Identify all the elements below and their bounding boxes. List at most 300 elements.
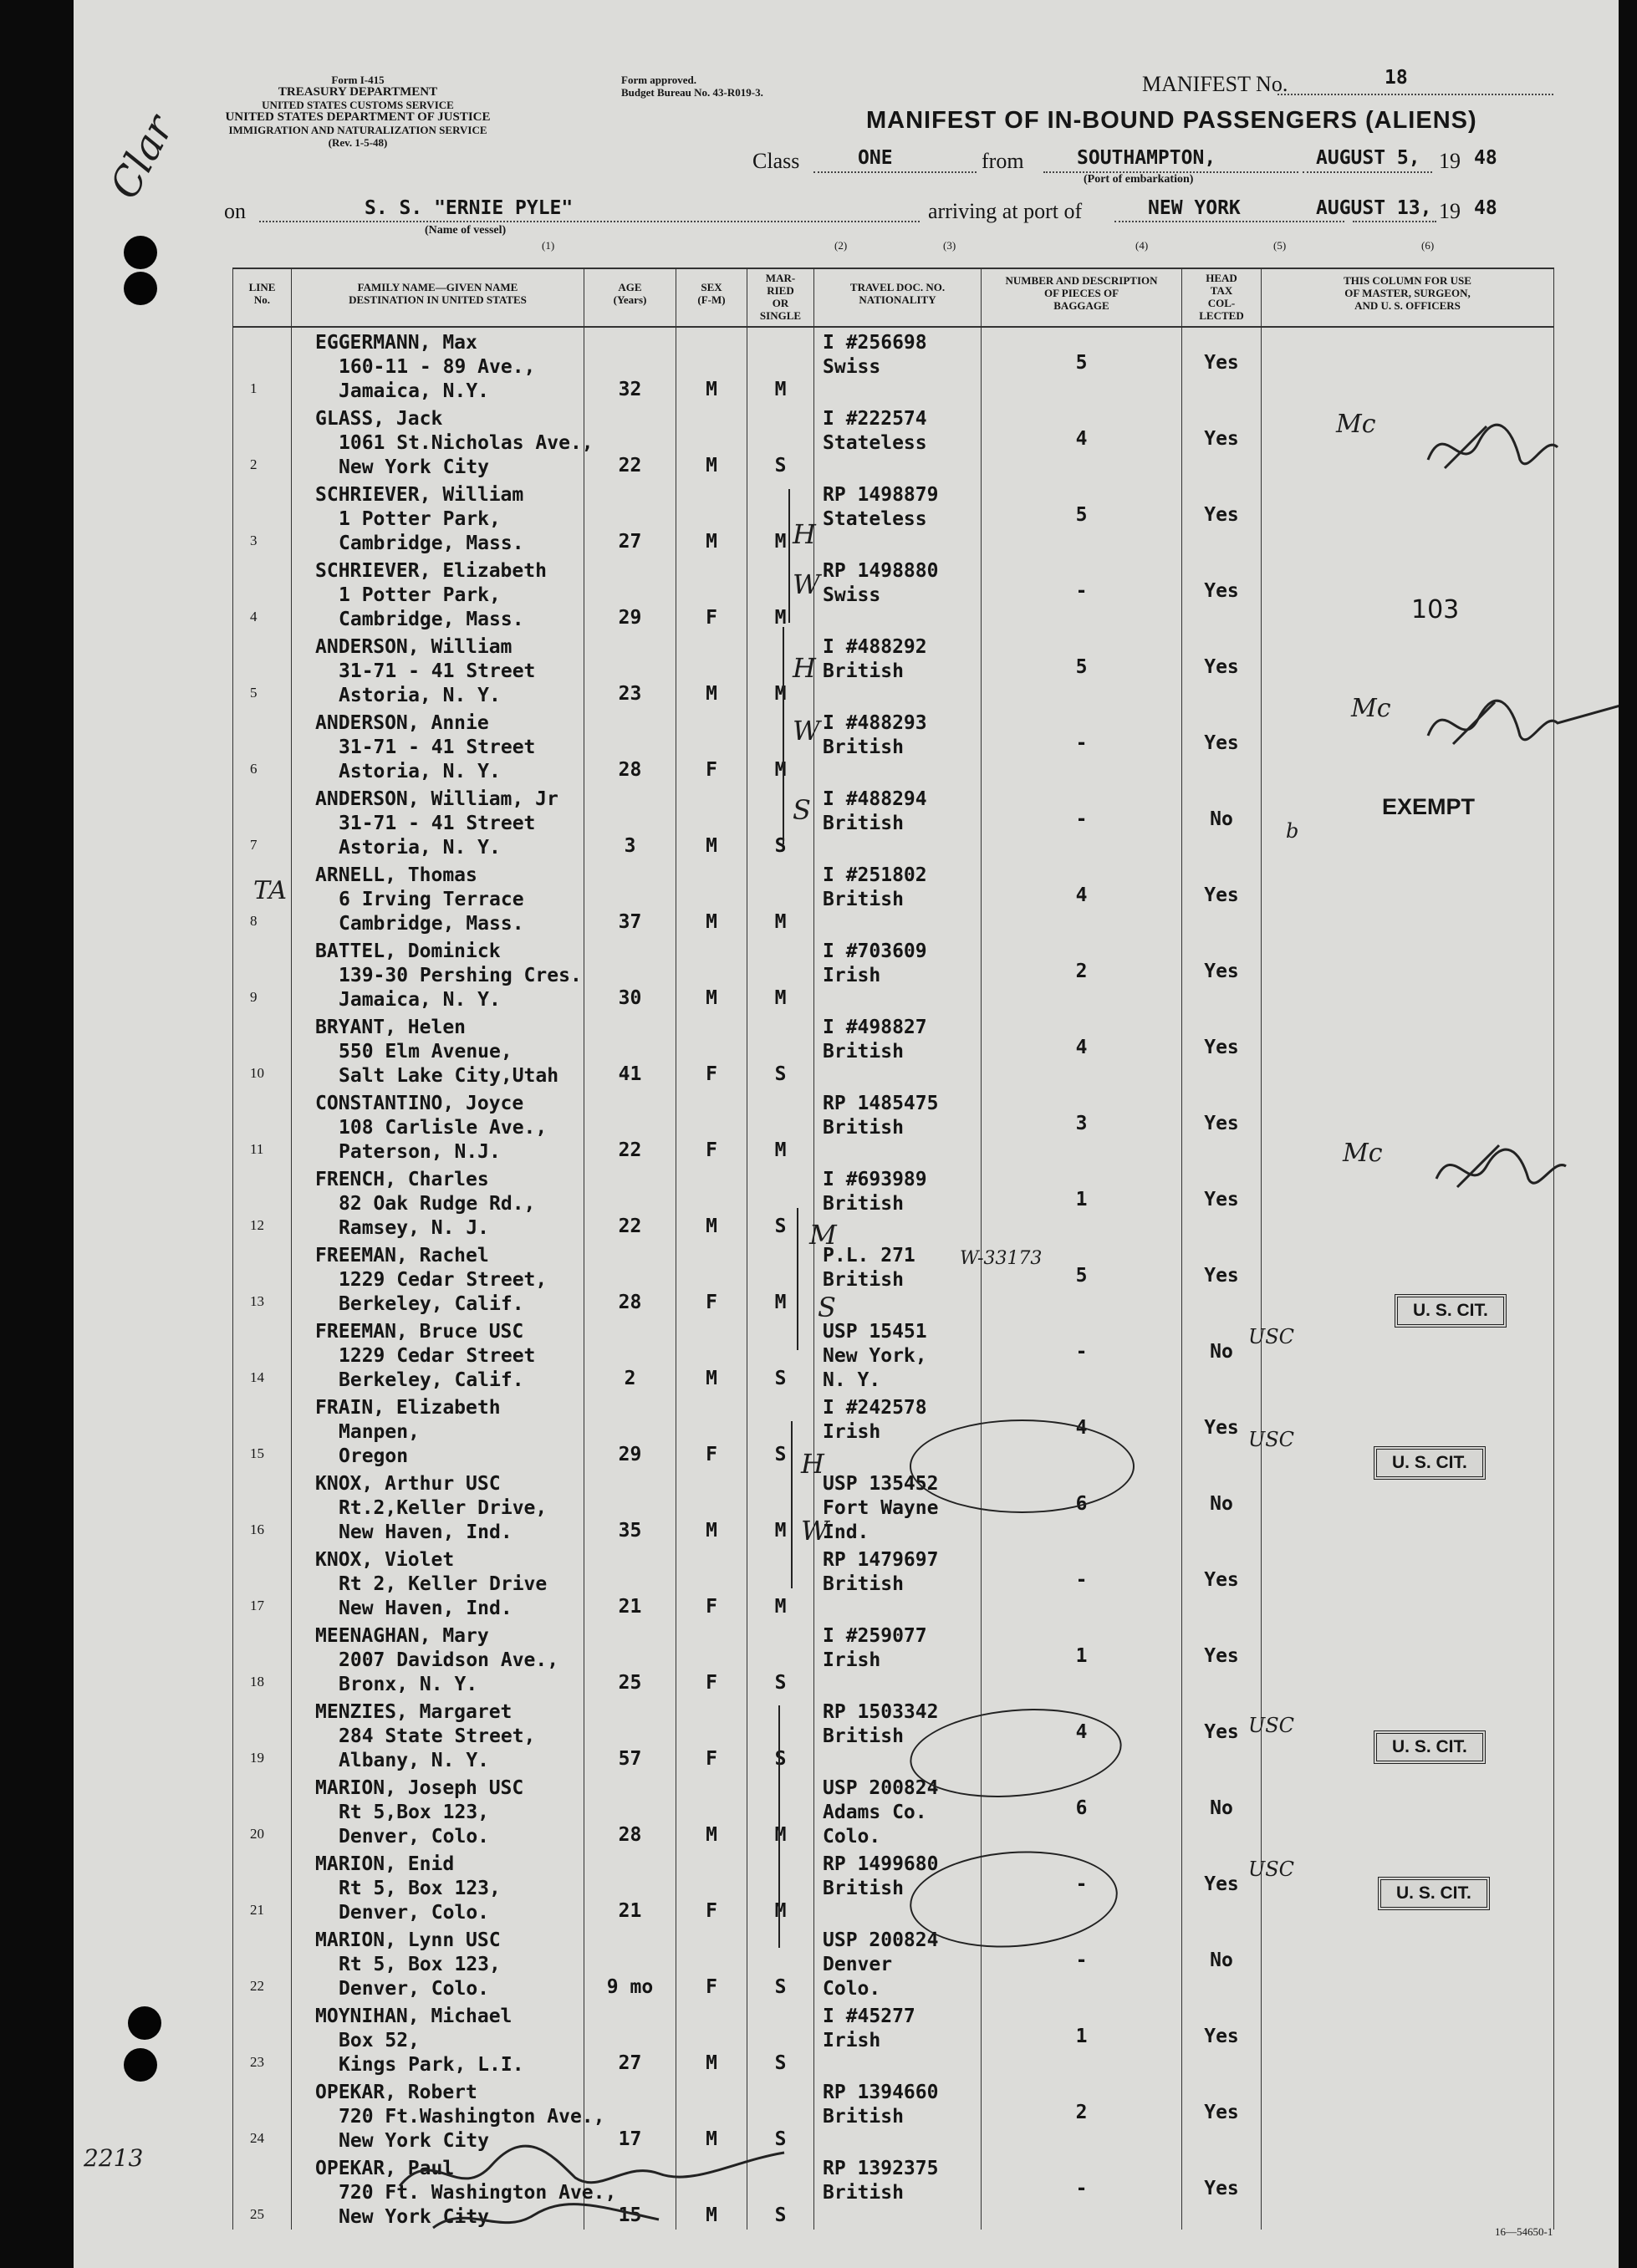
table-row: [233, 1621, 1554, 1697]
nationality: Irish: [823, 1421, 881, 1443]
nationality-line-2: N. Y.: [823, 1369, 881, 1391]
handwritten-relation: H: [793, 652, 816, 684]
marital-status: S: [774, 1748, 787, 1770]
marital-status: M: [774, 607, 787, 629]
baggage-count: 4: [1075, 884, 1088, 906]
handwritten-tax-mark: b: [1286, 819, 1299, 843]
handwritten-usc: USC: [1248, 1428, 1295, 1451]
travel-doc-no: RP 1394660: [823, 2082, 939, 2103]
address-line-2: Bronx, N. Y.: [339, 1674, 478, 1695]
handwritten-relation: W: [793, 568, 820, 600]
passenger-name: EGGERMANN, Max: [315, 332, 477, 354]
nationality: British: [823, 2182, 904, 2204]
passenger-name: FREEMAN, Bruce USC: [315, 1321, 524, 1343]
table-row: [233, 1469, 1554, 1545]
nationality: British: [823, 1041, 904, 1063]
baggage-count: -: [1075, 2178, 1088, 2199]
baggage-count: 6: [1075, 1797, 1088, 1819]
address-line-2: Ramsey, N. J.: [339, 1217, 490, 1239]
year2-prefix: 19: [1439, 199, 1461, 223]
passenger-name: FRENCH, Charles: [315, 1169, 489, 1190]
passenger-name: GLASS, Jack: [315, 408, 443, 430]
age: 9 mo: [606, 1976, 654, 1998]
table-row: [233, 936, 1554, 1012]
table-row: [233, 784, 1554, 860]
line-number: 25: [250, 2206, 264, 2222]
travel-doc-no: RP 1499680: [823, 1853, 939, 1875]
colnum-2: (2): [834, 239, 848, 252]
address-line-1: 160-11 - 89 Ave.,: [339, 356, 536, 378]
nationality-line-2: Ind.: [823, 1521, 869, 1543]
officer-notes-cell: [1262, 1545, 1554, 1621]
address-line-1: Rt 5, Box 123,: [339, 1954, 501, 1975]
head-tax: No: [1210, 1797, 1233, 1819]
table-row: [233, 1849, 1554, 1925]
baggage-count: -: [1075, 580, 1088, 602]
address-line-1: 1229 Cedar Street: [339, 1345, 536, 1367]
sex: F: [706, 607, 717, 629]
age: 37: [618, 911, 642, 933]
colnum-3: (3): [943, 239, 956, 252]
passenger-name: MEENAGHAN, Mary: [315, 1625, 489, 1647]
head-tax: Yes: [1204, 884, 1239, 906]
officer-notes-cell: [1262, 2077, 1554, 2153]
marital-status: S: [774, 835, 787, 857]
page-title: MANIFEST OF IN-BOUND PASSENGERS (ALIENS): [866, 107, 1477, 134]
header-age: AGE (Years): [613, 281, 647, 306]
line-number: 2: [250, 456, 258, 472]
handwritten-mc: Mc: [1336, 410, 1376, 439]
bottom-signature: [383, 2128, 843, 2253]
head-tax: Yes: [1204, 1569, 1239, 1591]
port-embark-caption: (Port of embarkation): [1084, 173, 1194, 186]
line-number: 8: [250, 913, 258, 929]
passenger-name: MOYNIHAN, Michael: [315, 2006, 513, 2027]
travel-doc-no: I #45277: [823, 2006, 915, 2027]
header-head-tax: HEAD TAX COL- LECTED: [1199, 272, 1244, 322]
address-line-1: 1061 St.Nicholas Ave.,: [339, 432, 594, 454]
travel-doc-no: RP 1503342: [823, 1701, 939, 1723]
nationality-line-2: Colo.: [823, 1826, 881, 1848]
us-cit-stamp: U. S. CIT.: [1378, 1877, 1490, 1910]
colnum-5: (5): [1273, 239, 1287, 252]
approval-block: [621, 74, 763, 99]
sex: F: [706, 1292, 717, 1313]
line-number: 18: [250, 1674, 264, 1690]
marital-status: S: [774, 1444, 787, 1465]
address-line-2: Oregon: [339, 1445, 409, 1467]
age: 30: [618, 987, 642, 1009]
sex: M: [706, 835, 717, 857]
travel-doc-no: I #259077: [823, 1625, 927, 1647]
address-line-1: 31-71 - 41 Street: [339, 660, 536, 682]
year2-value: 48: [1474, 197, 1497, 219]
travel-doc-no: I #488292: [823, 636, 927, 658]
punch-hole: [124, 272, 157, 305]
address-line-2: New York City: [339, 2130, 490, 2152]
head-tax: No: [1210, 1493, 1233, 1515]
passenger-name: ANDERSON, William: [315, 636, 513, 658]
sex: M: [706, 2052, 717, 2074]
address-line-2: Cambridge, Mass.: [339, 533, 524, 554]
sex: F: [706, 1063, 717, 1085]
age: 29: [618, 607, 642, 629]
nationality: Swiss: [823, 584, 881, 606]
marital-status: S: [774, 1672, 787, 1694]
sex: F: [706, 1444, 717, 1465]
address-line-1: 2007 Davidson Ave.,: [339, 1649, 559, 1671]
officer-notes-cell: [1262, 327, 1554, 404]
address-line-2: Kings Park, L.I.: [339, 2054, 524, 2076]
passenger-name: MARION, Joseph USC: [315, 1777, 524, 1799]
line-number: 17: [250, 1598, 264, 1613]
header-officers: THIS COLUMN FOR USE OF MASTER, SURGEON, AND U. S. OFFICERS: [1344, 274, 1471, 312]
travel-doc-no: USP 200824: [823, 1929, 939, 1951]
address-line-2: New York City: [339, 456, 490, 478]
passenger-name: KNOX, Violet: [315, 1549, 455, 1571]
table-row: [233, 1012, 1554, 1088]
from-value: SOUTHAMPTON,: [1077, 147, 1216, 169]
line-number: 6: [250, 761, 258, 777]
passenger-name: FREEMAN, Rachel: [315, 1245, 489, 1267]
officer-signature: [1420, 685, 1619, 761]
doc-circle: [910, 1419, 1135, 1513]
address-line-1: 108 Carlisle Ave.,: [339, 1117, 548, 1139]
head-tax: Yes: [1204, 732, 1239, 754]
nationality: British: [823, 813, 904, 834]
marital-status: S: [774, 455, 787, 477]
address-line-2: Cambridge, Mass.: [339, 609, 524, 630]
head-tax: Yes: [1204, 428, 1239, 450]
address-line-1: 31-71 - 41 Street: [339, 736, 536, 758]
age: 15: [618, 2204, 642, 2226]
baggage-count: 2: [1075, 2102, 1088, 2123]
address-line-2: Astoria, N. Y.: [339, 761, 501, 782]
vessel-name: S. S. "ERNIE PYLE": [365, 197, 574, 219]
age: 23: [618, 683, 642, 705]
marital-status: M: [774, 379, 787, 400]
age: 29: [618, 1444, 642, 1465]
line-number: 9: [250, 989, 258, 1005]
age: 27: [618, 2052, 642, 2074]
handwritten-relation: W: [793, 715, 820, 747]
head-tax: Yes: [1204, 504, 1239, 526]
line-number: 13: [250, 1293, 264, 1309]
address-line-1: Rt.2,Keller Drive,: [339, 1497, 548, 1519]
handwritten-relation: H: [793, 518, 816, 550]
address-line-2: Salt Lake City,Utah: [339, 1065, 559, 1087]
officer-notes-cell: [1262, 1773, 1554, 1849]
arrival-port: NEW YORK: [1148, 197, 1241, 219]
passenger-name: ANDERSON, William, Jr: [315, 788, 558, 810]
customs-service: UNITED STATES CUSTOMS SERVICE: [262, 99, 454, 111]
baggage-count: 6: [1075, 1493, 1088, 1515]
baggage-count: 4: [1075, 1037, 1088, 1058]
handwritten-usc: USC: [1248, 1858, 1295, 1881]
travel-doc-no: I #488293: [823, 712, 927, 734]
passenger-name: SCHRIEVER, Elizabeth: [315, 560, 547, 582]
address-line-2: Denver, Colo.: [339, 1902, 490, 1924]
marital-status: M: [774, 1900, 787, 1922]
head-tax: Yes: [1204, 1645, 1239, 1667]
handwritten-relation: S: [793, 794, 811, 826]
line-number: 23: [250, 2054, 264, 2070]
age: 22: [618, 1139, 642, 1161]
family-bracket: [778, 1705, 780, 1948]
address-line-2: New York City: [339, 2206, 490, 2228]
class-value: ONE: [858, 147, 893, 169]
nationality: Swiss: [823, 356, 881, 378]
table-row: [233, 1545, 1554, 1621]
travel-doc-no: I #488294: [823, 788, 927, 810]
age: 41: [618, 1063, 642, 1085]
baggage-count: 5: [1075, 1265, 1088, 1287]
handwritten-relation: M: [809, 1219, 837, 1251]
passenger-name: KNOX, Arthur USC: [315, 1473, 501, 1495]
address-line-2: Astoria, N. Y.: [339, 685, 501, 706]
baggage-count: 5: [1075, 656, 1088, 678]
marital-status: S: [774, 1063, 787, 1085]
handwritten-usc: USC: [1248, 1714, 1295, 1737]
marital-status: S: [774, 2204, 787, 2226]
address-line-2: Jamaica, N. Y.: [339, 989, 501, 1011]
manifest-no-value: 18: [1385, 67, 1408, 89]
marital-status: M: [774, 1824, 787, 1846]
header-line-no: LINE No.: [248, 281, 276, 306]
travel-doc-no: USP 135452: [823, 1473, 939, 1495]
marital-status: M: [774, 1139, 787, 1161]
table-row: [233, 1165, 1554, 1241]
address-line-1: Rt 5, Box 123,: [339, 1878, 501, 1899]
address-line-1: Rt 5,Box 123,: [339, 1802, 490, 1823]
travel-doc-no: RP 1485475: [823, 1093, 939, 1114]
handwritten-ta: TA: [253, 876, 288, 905]
handwritten-usc: USC: [1248, 1325, 1295, 1348]
head-tax: No: [1210, 808, 1233, 830]
sex: F: [706, 1900, 717, 1922]
age: 32: [618, 379, 642, 400]
year1-value: 48: [1474, 147, 1497, 169]
line-number: 22: [250, 1978, 264, 1994]
age: 28: [618, 759, 642, 781]
table-row: [233, 327, 1554, 404]
address-line-1: 1 Potter Park,: [339, 508, 501, 530]
age: 28: [618, 1824, 642, 1846]
table-row: [233, 1393, 1554, 1469]
nationality: Adams Co.: [823, 1802, 927, 1823]
address-line-2: Paterson, N.J.: [339, 1141, 501, 1163]
age: 2: [624, 1368, 636, 1389]
officer-signature: [1428, 1133, 1570, 1200]
sex: M: [706, 2128, 717, 2150]
marital-status: M: [774, 683, 787, 705]
baggage-count: 4: [1075, 1721, 1088, 1743]
table-row: [233, 1925, 1554, 2001]
handwritten-relation: W: [801, 1515, 829, 1547]
age: 28: [618, 1292, 642, 1313]
head-tax: No: [1210, 1341, 1233, 1363]
address-line-1: 139-30 Pershing Cres.: [339, 965, 582, 986]
line-number: 11: [250, 1141, 264, 1157]
manifest-no-line: [1277, 94, 1553, 95]
officer-notes-cell: [1262, 1469, 1554, 1545]
marital-status: S: [774, 1976, 787, 1998]
head-tax: Yes: [1204, 2178, 1239, 2199]
line-number: 21: [250, 1902, 264, 1918]
nationality: British: [823, 1725, 904, 1747]
sex: F: [706, 1672, 717, 1694]
line-number: 14: [250, 1369, 264, 1385]
passenger-name: BATTEL, Dominick: [315, 940, 501, 962]
head-tax: Yes: [1204, 961, 1239, 982]
address-line-2: New Haven, Ind.: [339, 1598, 513, 1619]
officer-notes-cell: [1262, 2153, 1554, 2230]
travel-doc-no: USP 200824: [823, 1777, 939, 1799]
table-row: [233, 480, 1554, 556]
arriving-label: arriving at port of: [928, 199, 1083, 223]
baggage-count: 4: [1075, 1417, 1088, 1439]
sex: M: [706, 987, 717, 1009]
passenger-name: OPEKAR, Robert: [315, 2082, 477, 2103]
marital-status: M: [774, 1520, 787, 1542]
nationality-line-2: Colo.: [823, 1978, 881, 2000]
manifest-page: [74, 0, 1619, 2268]
age: 35: [618, 1520, 642, 1542]
handwritten-mc: Mc: [1343, 1139, 1383, 1168]
sex: M: [706, 1216, 717, 1237]
age: 21: [618, 1596, 642, 1618]
marital-status: S: [774, 1368, 787, 1389]
passenger-name: OPEKAR, Paul: [315, 2158, 455, 2179]
travel-doc-no: I #256698: [823, 332, 927, 354]
travel-doc-no: RP 1479697: [823, 1549, 939, 1571]
manifest-no-label: MANIFEST No.: [1142, 72, 1288, 96]
head-tax: Yes: [1204, 1189, 1239, 1210]
sex: M: [706, 683, 717, 705]
address-line-2: Cambridge, Mass.: [339, 913, 524, 935]
age: 57: [618, 1748, 642, 1770]
class-line: [813, 171, 977, 173]
line-number: 12: [250, 1217, 264, 1233]
address-line-1: 720 Ft.Washington Ave.,: [339, 2106, 605, 2128]
sex: M: [706, 531, 717, 553]
officer-notes-cell: [1262, 1621, 1554, 1697]
table-row: [233, 860, 1554, 936]
address-line-1: 284 State Street,: [339, 1725, 536, 1747]
table-row: [233, 1241, 1554, 1317]
travel-doc-no: RP 1392375: [823, 2158, 939, 2179]
form-number: Form I-415: [331, 74, 385, 86]
baggage-count: -: [1075, 1873, 1088, 1895]
nationality: Fort Wayne: [823, 1497, 939, 1519]
baggage-count: -: [1075, 808, 1088, 830]
depart-date: AUGUST 5,: [1316, 147, 1420, 169]
passenger-name: SCHRIEVER, William: [315, 484, 524, 506]
arrival-date: AUGUST 13,: [1316, 197, 1432, 219]
nationality: British: [823, 1117, 904, 1139]
baggage-count: -: [1075, 1569, 1088, 1591]
handwritten-mc: Mc: [1351, 694, 1391, 723]
year1-prefix: 19: [1439, 149, 1461, 173]
punch-hole: [124, 236, 157, 269]
age: 21: [618, 1900, 642, 1922]
address-line-2: New Haven, Ind.: [339, 1521, 513, 1543]
head-tax: Yes: [1204, 1265, 1239, 1287]
line-number: 5: [250, 685, 258, 701]
table-header-row: [233, 268, 1554, 327]
handwritten-bottom-left: 2213: [84, 2144, 144, 2172]
age: 27: [618, 531, 642, 553]
line-number: 16: [250, 1521, 264, 1537]
address-line-1: 720 Ft. Washington Ave.,: [339, 2182, 617, 2204]
baggage-count: 1: [1075, 1189, 1088, 1210]
age: 25: [618, 1672, 642, 1694]
marital-status: M: [774, 911, 787, 933]
date2-line: [1353, 221, 1436, 222]
punch-hole: [128, 2006, 161, 2040]
marital-status: M: [774, 987, 787, 1009]
officer-notes-cell: [1262, 1317, 1554, 1393]
address-line-2: Astoria, N. Y.: [339, 837, 501, 859]
address-line-1: Rt 2, Keller Drive: [339, 1573, 548, 1595]
head-tax: Yes: [1204, 2026, 1239, 2047]
marital-status: M: [774, 1596, 787, 1618]
address-line-2: Denver, Colo.: [339, 1826, 490, 1848]
justice-dept: UNITED STATES DEPARTMENT OF JUSTICE: [225, 110, 491, 124]
baggage-count: 4: [1075, 428, 1088, 450]
head-tax: No: [1210, 1949, 1233, 1971]
table-row: [233, 1317, 1554, 1393]
revision: (Rev. 1-5-48): [328, 136, 388, 149]
colnum-6: (6): [1421, 239, 1435, 252]
head-tax: Yes: [1204, 1113, 1239, 1134]
nationality: British: [823, 1878, 904, 1899]
officer-notes-cell: [1262, 1925, 1554, 2001]
sex: M: [706, 455, 717, 477]
baggage-count: -: [1075, 1341, 1088, 1363]
officer-notes-cell: [1262, 860, 1554, 936]
line-number: 10: [250, 1065, 264, 1081]
head-tax: Yes: [1204, 2102, 1239, 2123]
sex: M: [706, 1824, 717, 1846]
passenger-name: ANDERSON, Annie: [315, 712, 489, 734]
us-cit-stamp: U. S. CIT.: [1374, 1446, 1486, 1480]
nationality: British: [823, 736, 904, 758]
exempt-stamp: EXEMPT: [1382, 794, 1476, 819]
from-label: from: [982, 149, 1024, 173]
head-tax: Yes: [1204, 1873, 1239, 1895]
marital-status: S: [774, 2128, 787, 2150]
on-label: on: [224, 199, 246, 223]
sex: M: [706, 379, 717, 400]
head-tax: Yes: [1204, 352, 1239, 374]
punch-hole: [124, 2048, 157, 2082]
travel-doc-no: I #693989: [823, 1169, 927, 1190]
arrival-port-line: [1114, 221, 1344, 222]
age: 22: [618, 455, 642, 477]
officer-notes-cell: [1262, 1012, 1554, 1088]
address-line-1: 1 Potter Park,: [339, 584, 501, 606]
passenger-name: MARION, Enid: [315, 1853, 455, 1875]
table-row: [233, 1773, 1554, 1849]
line-number: 1: [250, 380, 258, 396]
vessel-caption: (Name of vessel): [425, 224, 507, 237]
address-line-2: Albany, N. Y.: [339, 1750, 490, 1771]
date1-line: [1303, 171, 1432, 173]
sex: F: [706, 759, 717, 781]
baggage-count: 5: [1075, 352, 1088, 374]
class-label: Class: [752, 149, 800, 173]
